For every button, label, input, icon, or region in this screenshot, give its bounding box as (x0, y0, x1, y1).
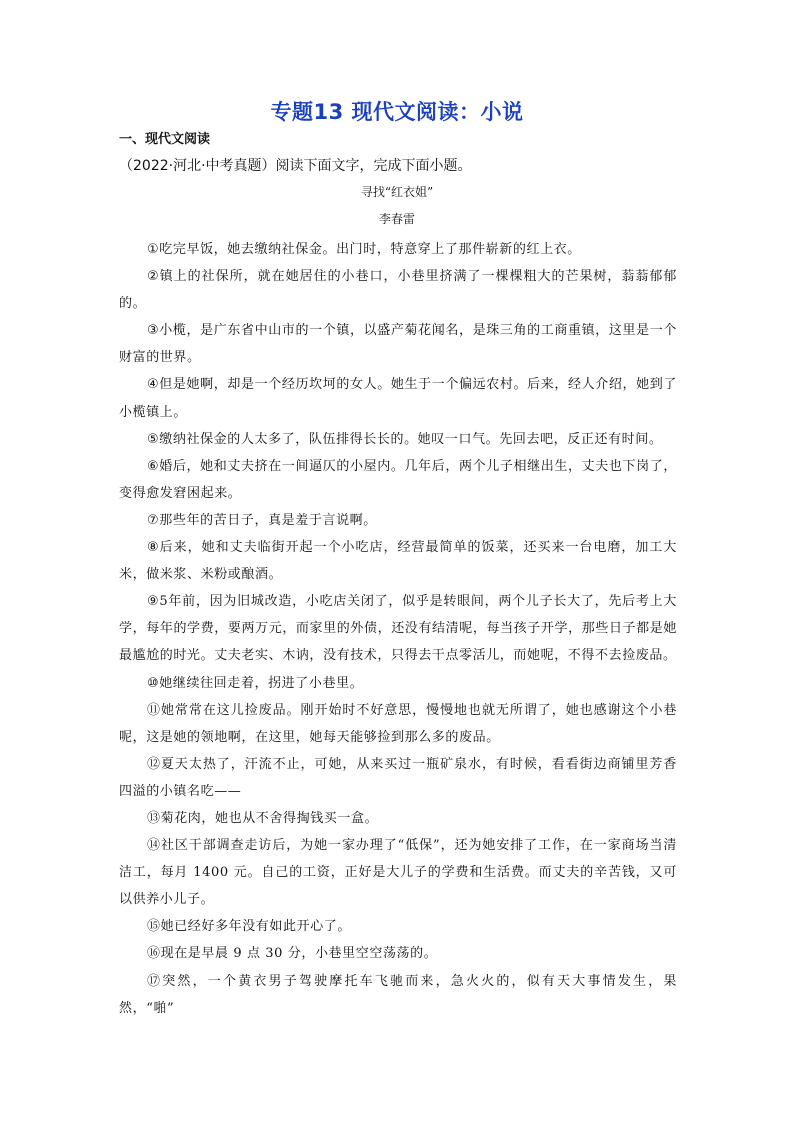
story-paragraph (119, 968, 677, 1022)
paragraph-number: ⑧ (147, 540, 160, 556)
paragraph-text: 她继续往回走着，拐进了小巷里。 (159, 675, 364, 691)
story-paragraph (119, 507, 677, 534)
paragraph-number: ⑮ (147, 919, 161, 935)
page-title: 专题13 现代文阅读：小说 (270, 100, 524, 124)
story-paragraph (119, 832, 677, 913)
story-paragraph (119, 751, 677, 805)
paragraph-text: 后来，她和丈夫临街开起一个小吃店，经营最简单的饭菜，还买来一台电磨，加工大米，做米浆、米粉或酿酒。 (119, 540, 677, 583)
story-paragraph (119, 534, 677, 588)
paragraph-number: ⑦ (147, 512, 160, 528)
story-paragraph (119, 805, 677, 832)
paragraph-number: ① (147, 242, 160, 257)
story-author: 李春雷 (378, 212, 415, 226)
story-paragraph (119, 426, 677, 453)
paragraph-text: 夏天太热了，汗流不止，可她，从来买过一瓶矿泉水，有时候，看看街边商铺里芳香四溢的小镇名吃—— (119, 756, 678, 799)
paragraph-text: 社区干部调查走访后，为她一家办理了“低保”，还为她安排了工作，在一家商场当清洁工，每月 1400 元。自己的工资，正好是大儿子的学费和生活费。而丈夫的辛苦钱，又可以供养小儿子。 (119, 838, 678, 908)
paragraph-text: 菊花肉，她也从不舍得掏钱买一盒。 (160, 810, 379, 826)
paragraph-text: 5年前，因为旧城改造，小吃店关闭了，似乎是转眼间，两个儿子长大了，先后考上大学，每年的学费，要两万元，而家里的外债，还没有结清呢，每当孩子开学，那些日子都是她最尴尬的时光。丈夫老实、木讷，没有技术，只得去干点零活儿，而她呢，不得不去捡废品。 (119, 594, 677, 664)
story-paragraph (119, 940, 677, 967)
paragraph-text: 但是她啊，却是一个经历坎坷的女人。她生于一个偏远农村。后来，经人介绍，她到了小榄镇上。 (119, 377, 677, 420)
paragraph-number: ④ (147, 377, 160, 393)
paragraph-number: ⑤ (147, 431, 160, 447)
paragraph-text: 她已经好多年没有如此开心了。 (160, 919, 352, 935)
paragraph-text: 现在是早晨 9 点 30 分，小巷里空空荡荡的。 (160, 946, 438, 962)
section-heading: 一、现代文阅读 (119, 132, 211, 147)
story-paragraph (119, 670, 677, 697)
paragraph-number: ⑨ (147, 594, 160, 610)
paragraph-number: ⑥ (147, 458, 160, 474)
question-source: （2022·河北·中考真题）阅读下面文字，完成下面小题。 (119, 158, 472, 174)
story-paragraph (119, 236, 677, 263)
paragraph-text: 她常常在这儿捡废品。刚开始时不好意思，慢慢地也就无所谓了，她也感谢这个小巷呢，这是她的领地啊，在这里，她每天能够捡到那么多的废品。 (119, 702, 678, 745)
story-paragraph (119, 317, 677, 371)
story-paragraph (119, 697, 677, 751)
paragraph-number: ③ (147, 323, 160, 339)
story-paragraph (119, 588, 677, 669)
paragraph-text: 镇上的社保所，就在她居住的小巷口，小巷里挤满了一棵棵粗大的芒果树，蓊蓊郁郁的。 (119, 269, 677, 312)
paragraph-text: 那些年的苦日子，真是羞于言说啊。 (159, 512, 377, 528)
paragraph-text: 婚后，她和丈夫挤在一间逼仄的小屋内。几年后，两个儿子相继出生，丈夫也下岗了，变得愈发窘困起来。 (119, 458, 677, 501)
story-paragraph (119, 913, 677, 940)
paragraph-text: 缴纳社保金的人太多了，队伍排得长长的。她叹一口气。先回去吧，反正还有时间。 (159, 431, 663, 447)
paragraph-number: ⑪ (147, 702, 161, 718)
story-paragraph (119, 371, 677, 425)
story-body (119, 236, 677, 1022)
paragraph-number: ② (147, 269, 160, 285)
paragraph-number: ⑯ (147, 946, 161, 962)
paragraph-number: ⑬ (147, 810, 161, 826)
paragraph-number: ⑰ (147, 973, 163, 989)
paragraph-number: ⑭ (147, 838, 161, 854)
paragraph-text: 突然，一个黄衣男子驾驶摩托车飞驰而来，急火火的，似有天大事情发生，果然，“啪” (119, 973, 677, 1016)
paragraph-number: ⑩ (147, 675, 160, 691)
paragraph-number: ⑫ (147, 756, 161, 772)
story-paragraph (119, 263, 677, 317)
story-paragraph (119, 453, 677, 507)
paragraph-text: 吃完早饭，她去缴纳社保金。出门时，特意穿上了那件崭新的红上衣。 (159, 242, 581, 257)
paragraph-text: 小榄，是广东省中山市的一个镇，以盛产菊花闻名，是珠三角的工商重镇，这里是一个财富的世界。 (119, 323, 677, 366)
story-title: 寻找“红衣姐” (360, 185, 434, 199)
